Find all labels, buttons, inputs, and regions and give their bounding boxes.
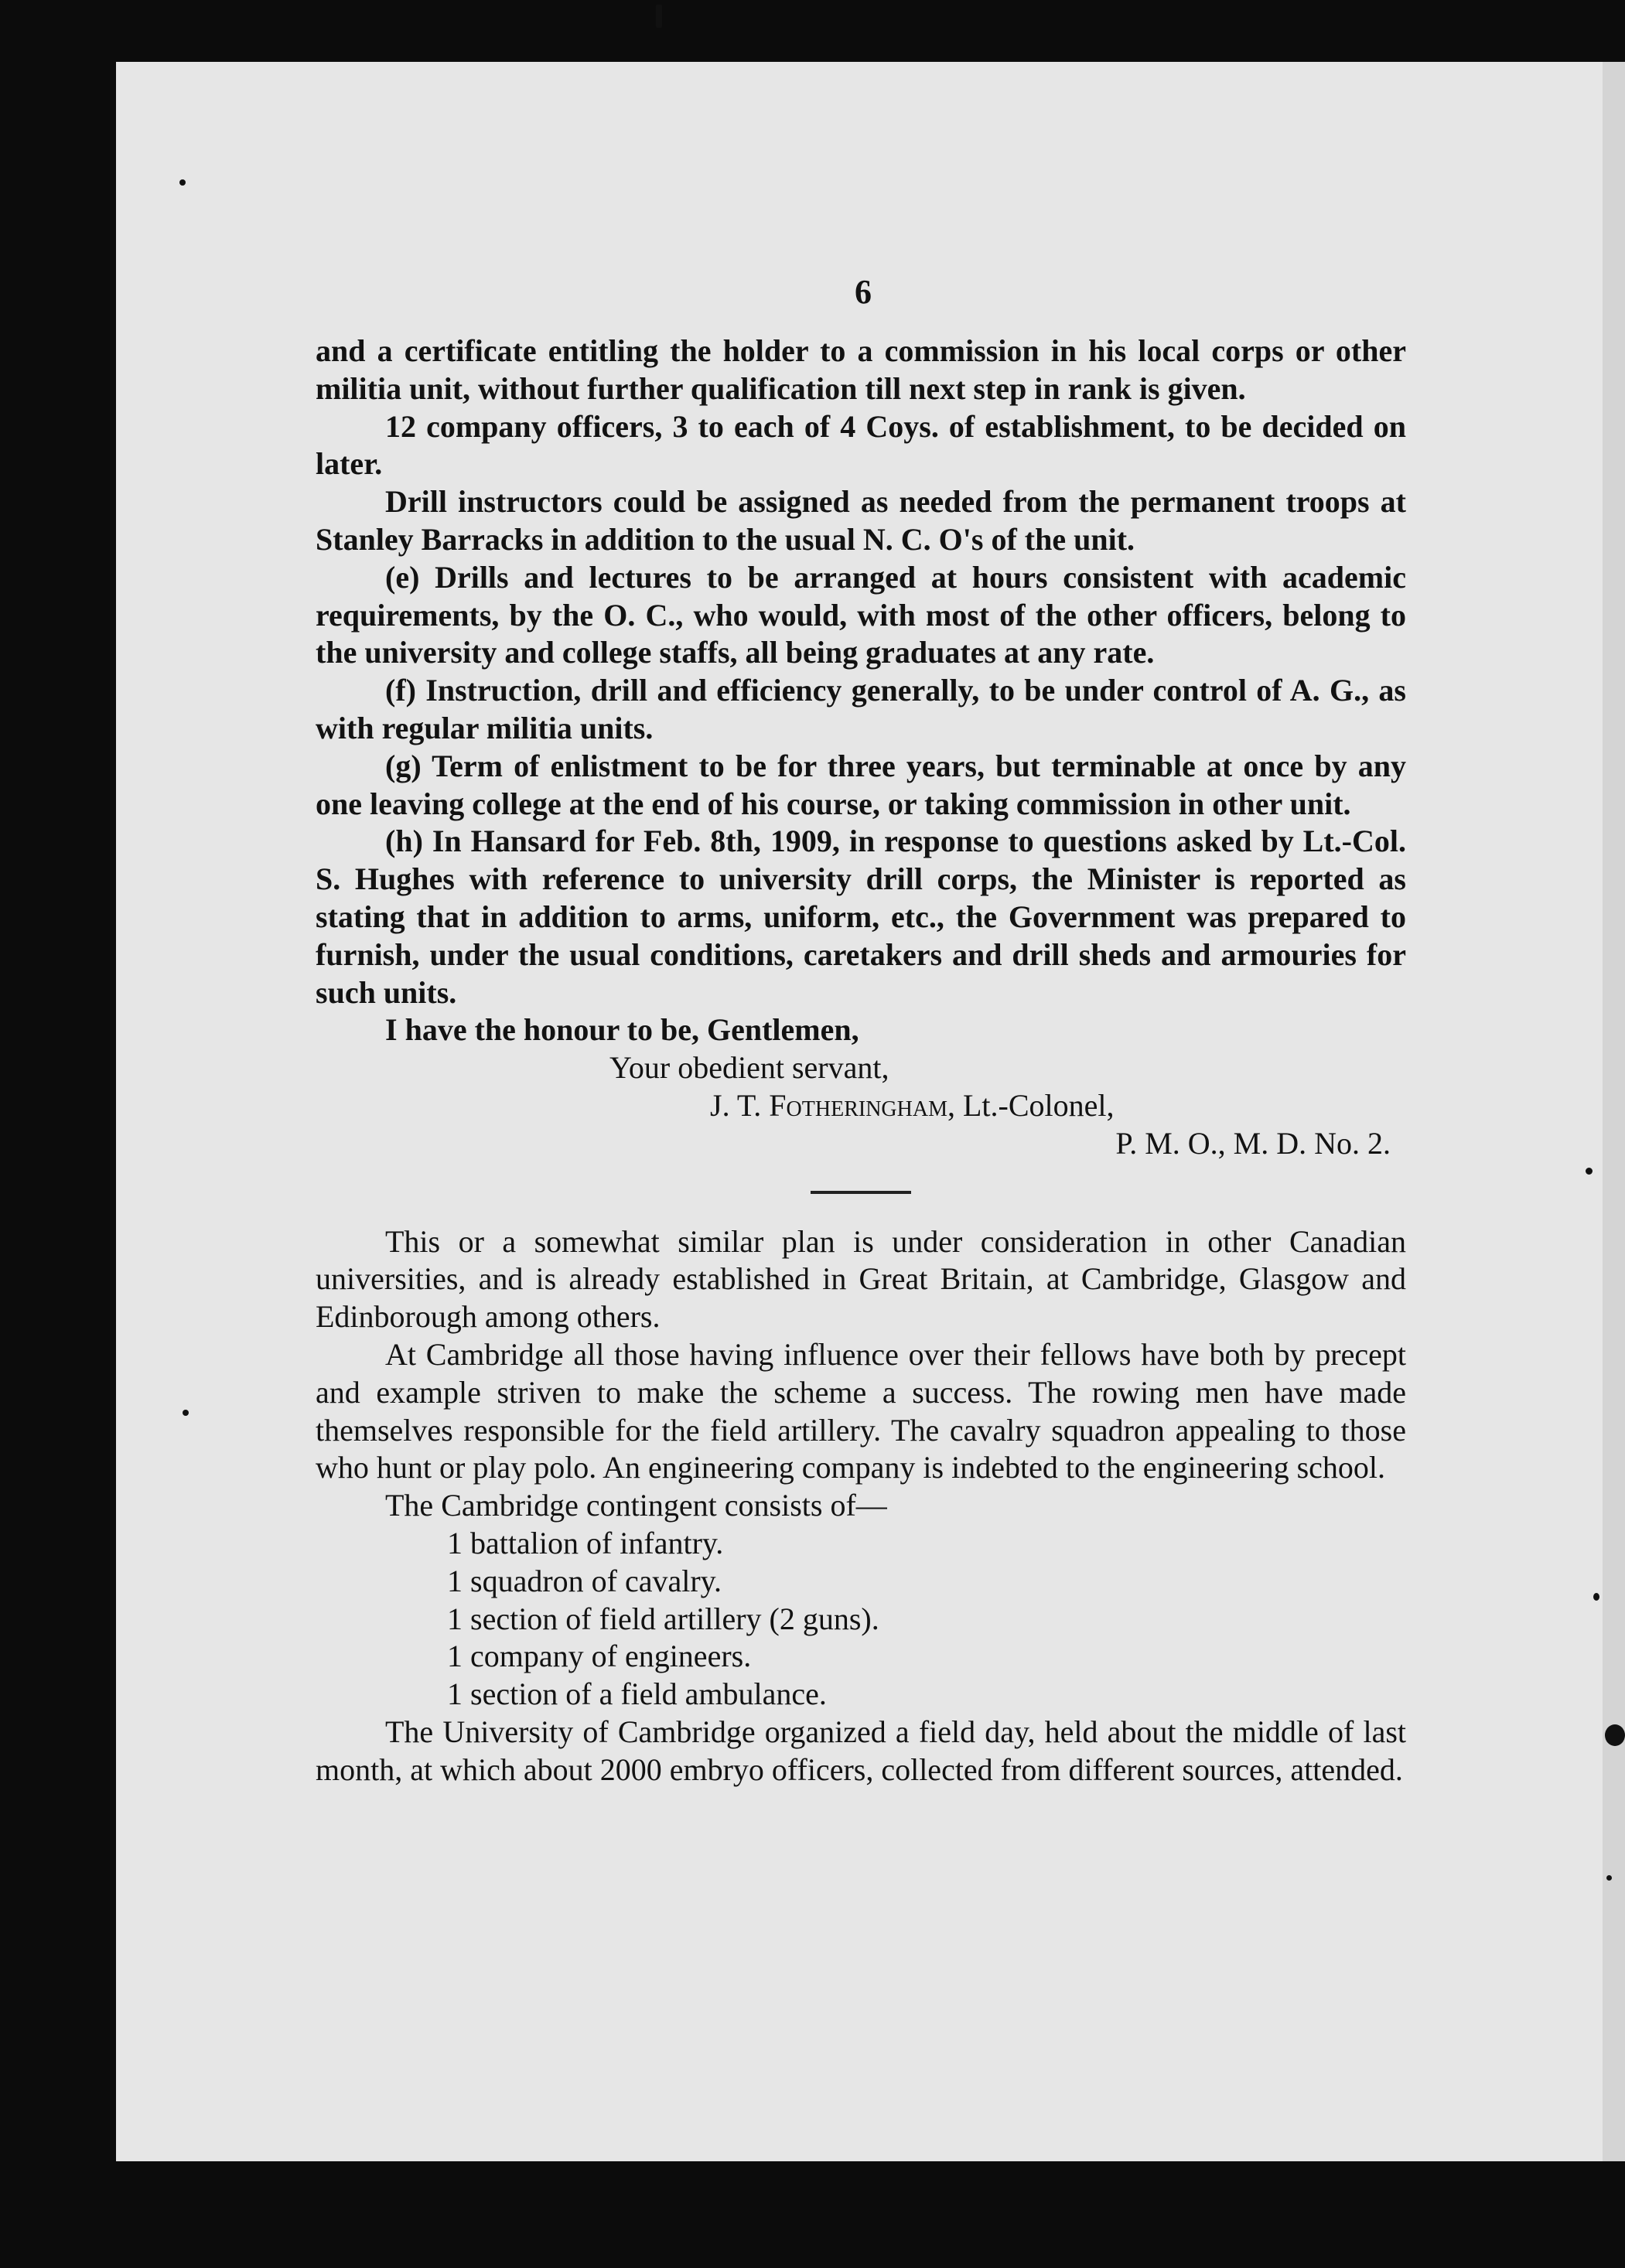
paragraph: (g) Term of enlistment to be for three years, but terminable at once by any one leaving college at the end of his course, or taking commission in other unit. bbox=[316, 748, 1406, 821]
closing-line: Your obedient servant, bbox=[609, 1050, 889, 1086]
scan-speck bbox=[1606, 1875, 1612, 1881]
signature-rank: Lt.-Colonel, bbox=[954, 1087, 1115, 1123]
paragraph: (f) Instruction, drill and efficiency generally, to be under control of A. G., as with regular militia units. bbox=[316, 673, 1406, 745]
paragraph: (e) Drills and lectures to be arranged at hours consistent with academic requirements, by the O. C., who would, with most of the other officers, belong to the university and college staffs, all being graduates at any rate. bbox=[316, 559, 1406, 670]
list-item: 1 section of a field ambulance. bbox=[447, 1676, 827, 1712]
list-item: 1 battalion of infantry. bbox=[447, 1525, 724, 1560]
paragraph: This or a somewhat similar plan is under consideration in other Canadian universities, and is already established in Great Britain, at Cambridge, Glasgow and Edinborough among others. bbox=[316, 1223, 1406, 1335]
scan-speck bbox=[1605, 1724, 1625, 1746]
paragraph: (h) In Hansard for Feb. 8th, 1909, in response to questions asked by Lt.-Col. S. Hughes with reference to university drill corps, the Minister is reported as stating that in addition to arms, uniform, etc., the Government was prepared to furnish, under the usual conditions, caretakers and drill sheds and armouries for such units. bbox=[316, 824, 1406, 1010]
paragraph: The Cambridge contingent consists of— bbox=[385, 1488, 887, 1523]
scan-speck bbox=[656, 5, 662, 28]
closing-line: I have the honour to be, Gentlemen, bbox=[385, 1012, 859, 1048]
paragraph: Drill instructors could be assigned as needed from the permanent troops at Stanley Barracks in addition to the usual N. C. O's of the unit. bbox=[316, 484, 1406, 557]
signature-line bbox=[710, 1087, 1406, 1125]
scan-speck bbox=[1586, 1168, 1593, 1175]
signature-name: J. T. Fotheringham, bbox=[710, 1087, 955, 1123]
paragraph: 12 company officers, 3 to each of 4 Coys. of establishment, to be decided on later. bbox=[316, 408, 1406, 482]
scan-speck bbox=[183, 1410, 189, 1416]
section-divider bbox=[811, 1191, 911, 1194]
scan-speck bbox=[1593, 1593, 1599, 1601]
paragraph: The University of Cambridge organized a field day, held about the middle of last month, at which about 2000 embryo officers, collected from different sources, attended. bbox=[316, 1714, 1406, 1787]
list-item: 1 section of field artillery (2 guns). bbox=[447, 1601, 879, 1636]
signature-office: P. M. O., M. D. No. 2. bbox=[1115, 1125, 1391, 1161]
list-item: 1 squadron of cavalry. bbox=[447, 1563, 722, 1598]
scan-speck bbox=[179, 179, 186, 186]
page-edge-band bbox=[1603, 62, 1625, 2161]
paragraph: At Cambridge all those having influence over their fellows have both by precept and example striven to make the scheme a success. The rowing men have made themselves responsible for the field artillery. The cavalry squadron appealing to those who hunt or play polo. An engineering company is indebted to the engineering school. bbox=[316, 1336, 1406, 1485]
list-item: 1 company of engineers. bbox=[447, 1639, 752, 1674]
paragraph: and a certificate entitling the holder to a commission in his local corps or other militia unit, without further qualification till next step in rank is given. bbox=[316, 333, 1406, 406]
letter-body bbox=[316, 333, 1406, 1789]
page-number: 6 bbox=[855, 273, 872, 311]
